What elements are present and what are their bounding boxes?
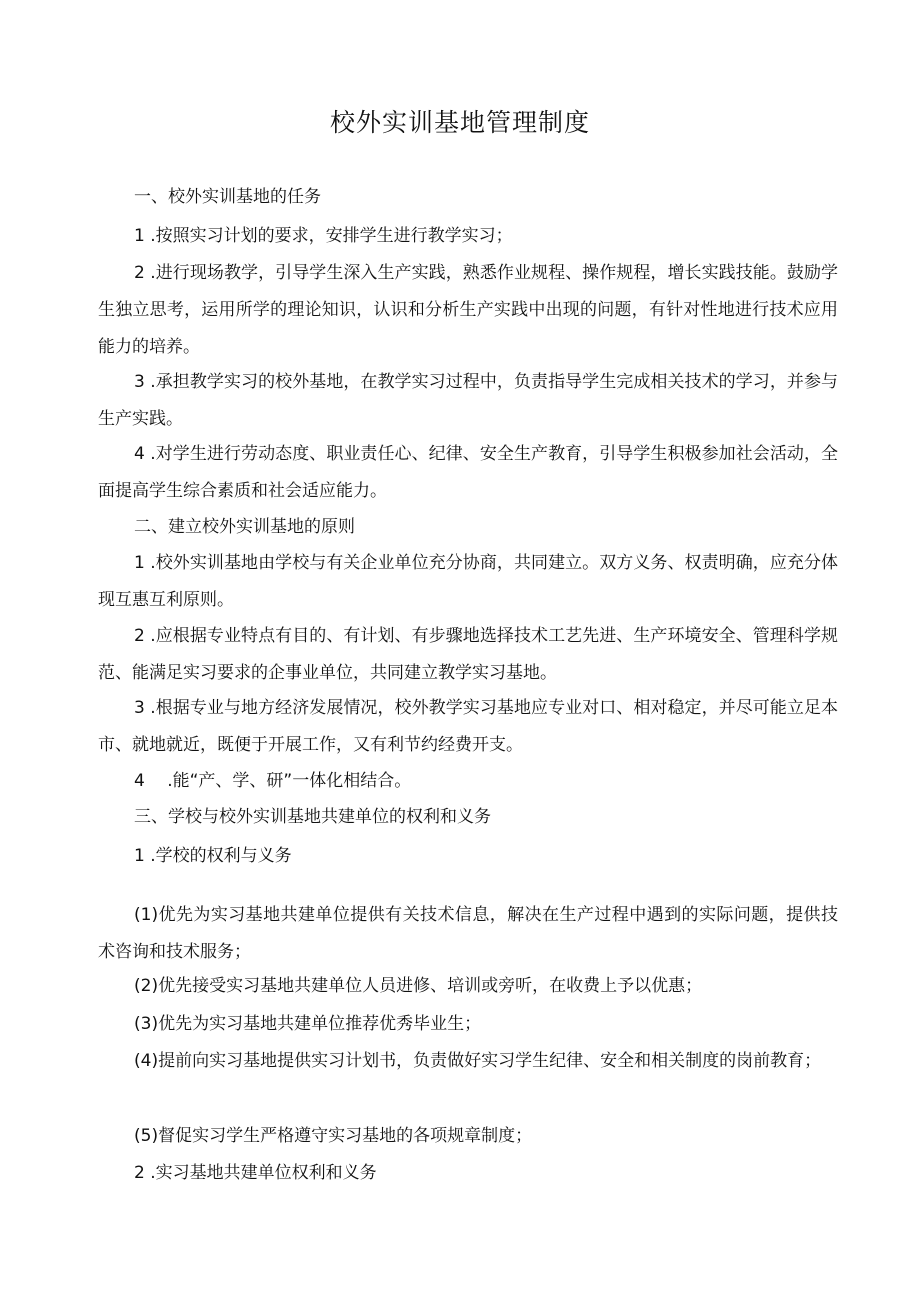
section-3-item-6: (5)督促实习学生严格遵守实习基地的各项规章制度； xyxy=(134,1126,533,1146)
section-3-item-1: 1 .学校的权利与义务 xyxy=(134,846,292,866)
section-2-item-4: 4 .能“产、学、研”一体化相结合。 xyxy=(134,771,412,791)
section-3-item-2: (1)优先为实习基地共建单位提供有关技术信息，解决在生产过程中遇到的实际问题，提供技术咨询和技术服务； xyxy=(98,905,838,962)
section-3-item-5: (4)提前向实习基地提供实习计划书，负责做好实习学生纪律、安全和相关制度的岗前教育； xyxy=(134,1051,822,1071)
section-3-item-7: 2 .实习基地共建单位权利和义务 xyxy=(134,1163,377,1183)
section-1-item-4: 4 .对学生进行劳动态度、职业责任心、纪律、安全生产教育，引导学生积极参加社会活动，全面提高学生综合素质和社会适应能力。 xyxy=(98,444,838,501)
section-2-item-2: 2 .应根据专业特点有目的、有计划、有步骤地选择技术工艺先进、生产环境安全、管理科学规范、能满足实习要求的企事业单位，共同建立教学实习基地。 xyxy=(98,626,838,683)
section-3-item-4: (3)优先为实习基地共建单位推荐优秀毕业生； xyxy=(134,1014,482,1034)
section-1-item-2: 2 .进行现场教学，引导学生深入生产实践，熟悉作业规程、操作规程，增长实践技能。鼓励学生独立思考，运用所学的理论知识，认识和分析生产实践中出现的问题，有针对性地进行技术应用能力的培养。 xyxy=(98,263,838,357)
section-1-item-1: 1 .按照实习计划的要求，安排学生进行教学实习； xyxy=(134,226,513,246)
section-2-item-1: 1 .校外实训基地由学校与有关企业单位充分协商，共同建立。双方义务、权责明确，应充分体现互惠互利原则。 xyxy=(98,553,838,610)
section-heading-3: 三、学校与校外实训基地共建单位的权利和义务 xyxy=(134,807,491,827)
section-heading-2: 二、建立校外实训基地的原则 xyxy=(134,517,355,537)
document-title: 校外实训基地管理制度 xyxy=(329,108,590,137)
section-3-item-3: (2)优先接受实习基地共建单位人员进修、培训或旁听，在收费上予以优惠； xyxy=(134,976,703,996)
section-2-item-3: 3 .根据专业与地方经济发展情况，校外教学实习基地应专业对口、相对稳定，并尽可能立足本市、就地就近，既便于开展工作，又有利节约经费开支。 xyxy=(98,698,838,755)
section-1-item-3: 3 .承担教学实习的校外基地，在教学实习过程中，负责指导学生完成相关技术的学习，并参与生产实践。 xyxy=(98,372,838,429)
section-heading-1: 一、校外实训基地的任务 xyxy=(134,187,321,207)
